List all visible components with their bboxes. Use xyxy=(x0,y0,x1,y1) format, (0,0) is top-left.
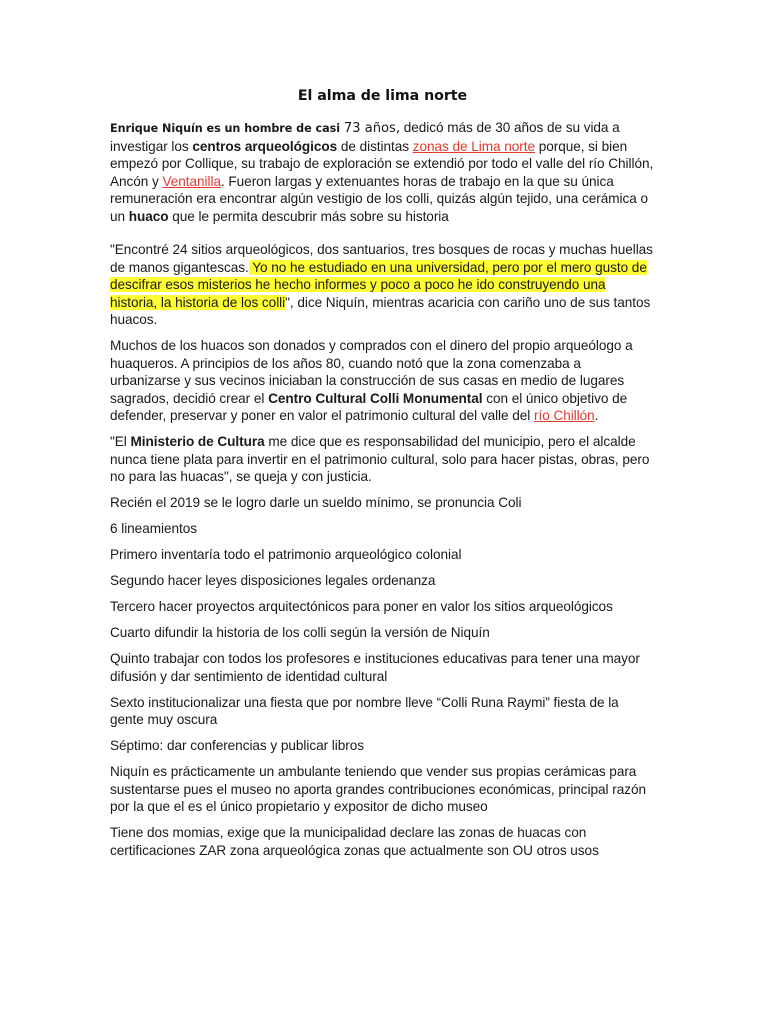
paragraph-tercero: Tercero hacer proyectos arquitectónicos para poner en valor los sitios arqueológicos xyxy=(110,599,613,614)
intro-text-1: dedicó más de 30 años de su vida a investigar los xyxy=(110,120,620,154)
bold-ministerio-cultura: Ministerio de Cultura xyxy=(130,434,265,449)
intro-lead-number: 73 años, xyxy=(343,121,400,136)
document-page xyxy=(110,86,655,868)
intro-text-5: que le permita descubrir más sobre su historia xyxy=(168,208,449,224)
paragraph-intro xyxy=(110,119,655,225)
paragraph-huacos xyxy=(110,337,655,425)
paragraph-ministerio xyxy=(110,433,655,486)
huacos-text-3: . xyxy=(594,408,599,423)
paragraph-sueldo: Recién el 2019 se le logro darle un sueldo mínimo, se pronuncia Coli xyxy=(110,495,522,510)
intro-text-4: . Fueron largas y extenuantes horas de trabajo en la que su única remuneración era encontrar algún vestigio de los colli, quizás algún tejido, una cerámica o un xyxy=(110,173,648,224)
paragraph-quinto: Quinto trabajar con todos los profesores e instituciones educativas para tener una mayor difusión y dar sentimiento de identidad cultural xyxy=(110,651,640,684)
ministerio-text-2: me dice que es responsabilidad del municipio, pero el alcalde nunca tiene plata para invertir en el patrimonio cultural, solo para hacer pistas, obras, pero no para las huacas", se queja y con justicia. xyxy=(110,434,650,484)
paragraph-septimo: Séptimo: dar conferencias y publicar libros xyxy=(110,738,364,753)
bold-huaco: huaco xyxy=(128,208,169,224)
quote-text-2: ", dice Niquín, mientras acaricia con cariño uno de sus tantos huacos. xyxy=(110,294,651,327)
bold-centros-arqueologicos: centros arqueológicos xyxy=(192,138,338,154)
ministerio-text-1: "El xyxy=(110,434,131,449)
highlighted-quote: Yo no he estudiado en una universidad, pero por el mero gusto de descifrar esos misterios he hecho informes y poco a poco he ido construyendo una historia, la historia de los colli xyxy=(110,259,647,310)
document-title: El alma de lima norte xyxy=(297,88,468,104)
intro-text-2: de distintas xyxy=(337,138,413,154)
intro-lead-text: Enrique Niquín es un hombre de casi xyxy=(110,122,340,135)
huacos-text-1: Muchos de los huacos son donados y comprados con el dinero del propio arqueólogo a huaqueros. A principios de los años 80, cuando notó que la zona comenzaba a urbanizarse y sus vecinos iniciaban la construcción de sus casas en medio de lugares sagrados, decidió crear el xyxy=(110,338,633,406)
huacos-text-2: con el único objetivo de defender, preservar y poner en valor el patrimonio cultural del valle del xyxy=(110,390,628,423)
intro-text-3: porque, si bien empezó por Collique, su trabajo de exploración se extendió por todo el valle del río Chillón, Ancón y xyxy=(110,138,654,189)
paragraph-lineamientos: 6 lineamientos xyxy=(110,521,197,536)
paragraph-quote xyxy=(110,241,655,329)
paragraph-momias: Tiene dos momias, exige que la municipalidad declare las zonas de huacas con certificaciones ZAR zona arqueológica zonas que actualmente son OU otros usos xyxy=(110,825,599,858)
quote-text-1: "Encontré 24 sitios arqueológicos, dos santuarios, tres bosques de rocas y muchas huellas de manos gigantescas. xyxy=(110,242,653,275)
link-rio-chillon[interactable]: río Chillón xyxy=(534,408,595,423)
intro-lead xyxy=(110,122,400,135)
paragraph-sexto: Sexto institucionalizar una fiesta que por nombre lleve “Colli Runa Raymi” fiesta de la gente muy oscura xyxy=(110,694,619,727)
paragraph-ambulante: Niquín es prácticamente un ambulante teniendo que vender sus propias cerámicas para sustentarse pues el museo no aporta grandes contribuciones económicas, principal razón por la que el es el único propietario y expositor de dicho museo xyxy=(110,764,646,814)
paragraph-cuarto: Cuarto difundir la historia de los colli según la versión de Niquín xyxy=(110,625,490,640)
link-zonas-lima-norte[interactable]: zonas de Lima norte xyxy=(412,138,535,154)
bold-centro-cultural: Centro Cultural Colli Monumental xyxy=(268,390,483,406)
paragraph-primero: Primero inventaría todo el patrimonio arqueológico colonial xyxy=(110,547,462,562)
link-ventanilla[interactable]: Ventanilla xyxy=(162,173,221,189)
paragraph-segundo: Segundo hacer leyes disposiciones legales ordenanza xyxy=(110,573,436,588)
